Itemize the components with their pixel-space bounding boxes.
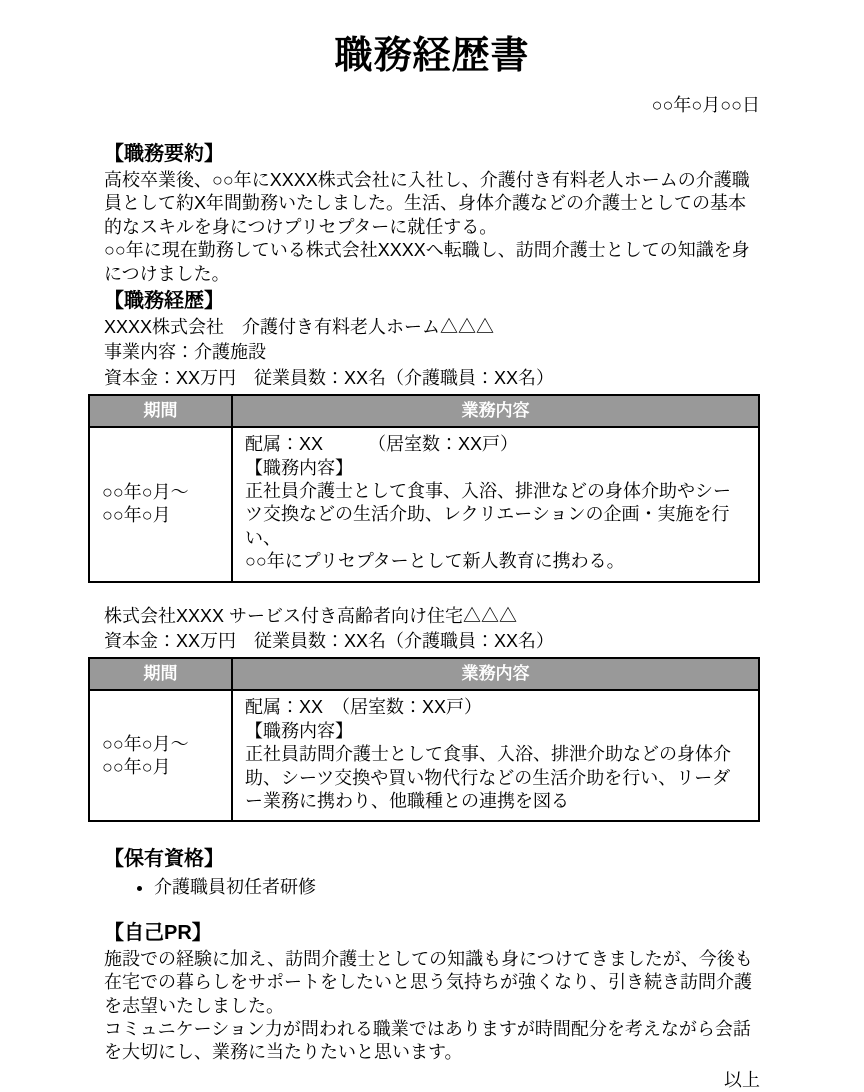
company-business: 事業内容：介護施設 <box>104 342 266 363</box>
duty-paragraph: 正社員介護士として食事、入浴、排泄などの身体介助やシーツ交換などの生活介助、レクリエーションの企画・実施を行い、 <box>245 480 731 548</box>
career-table-2 <box>88 657 760 822</box>
self-pr-heading: 【自己PR】 <box>104 921 212 944</box>
career-heading: 【職務経歴】 <box>104 289 224 312</box>
career-table-1 <box>88 394 760 582</box>
self-pr-paragraph: 施設での経験に加え、訪問介護士としての知識も身につけてきましたが、今後も在宅での暮らしをサポートをしたいと思う気持ちが強くなり、引き続き訪問介護を志望いたしました。 <box>104 948 753 1016</box>
duty-paragraph: 【職務内容】 <box>245 457 353 478</box>
qualification-list <box>104 876 760 899</box>
company-block-1 <box>104 316 760 583</box>
table-row <box>89 690 759 821</box>
duty-paragraph: 配属：XX （居室数：XX戸） <box>245 697 483 718</box>
table-header-duties: 業務内容 <box>232 658 759 690</box>
page-title: 職務経歴書 <box>334 35 530 77</box>
period-cell <box>89 690 232 821</box>
table-header-period: 期間 <box>89 395 232 427</box>
qualification-item: • 介護職員初任者研修 <box>154 876 760 899</box>
document-date: ○○年○月○○日 <box>651 94 760 115</box>
duty-paragraph: 【職務内容】 <box>245 720 353 741</box>
duty-paragraph: ○○年にプリセプターとして新人教育に携わる。 <box>245 551 625 572</box>
duties-cell <box>232 427 759 581</box>
duty-paragraph: 正社員訪問介護士として食事、入浴、排泄介助などの身体介助、シーツ交換や買い物代行などの生活介助を行い、リーダー業務に携わり、他職種との連携を図る <box>245 744 731 811</box>
company-name: 株式会社XXXX サービス付き高齢者向け住宅△△△ <box>104 605 518 626</box>
qualifications-heading: 【保有資格】 <box>104 848 224 871</box>
period-line: ○○年○月 <box>102 505 171 526</box>
period-cell <box>89 427 232 581</box>
period-line: ○○年○月 <box>102 756 171 777</box>
table-header-row <box>89 658 759 690</box>
duty-paragraph: 配属：XX （居室数：XX戸） <box>245 434 519 455</box>
table-row <box>89 427 759 581</box>
table-header-row <box>89 395 759 427</box>
table-header-period: 期間 <box>89 658 232 690</box>
company-block-2 <box>104 605 760 823</box>
summary-heading: 【職務要約】 <box>104 142 224 165</box>
self-pr-paragraph: コミュニケーション力が問われる職業ではありますが時間配分を考えながら会話を大切にし、業務に当たりたいと思います。 <box>104 1018 751 1063</box>
company-capital: 資本金：XX万円 従業員数：XX名（介護職員：XX名） <box>104 630 555 651</box>
summary-paragraph: ○○年に現在勤務している株式会社XXXXへ転職し、訪問介護士としての知識を身につけました。 <box>104 240 750 284</box>
duties-cell <box>232 690 759 821</box>
company-name: XXXX株式会社 介護付き有料老人ホーム△△△ <box>104 316 495 337</box>
period-line: ○○年○月～ <box>102 481 189 502</box>
closing-text: 以上 <box>724 1069 760 1090</box>
company-capital: 資本金：XX万円 従業員数：XX名（介護職員：XX名） <box>104 367 555 388</box>
summary-paragraph: 高校卒業後、○○年にXXXX株式会社に入社し、介護付き有料老人ホームの介護職員として約X年間勤務いたしました。生活、身体介護などの介護士としての基本的なスキルを身につけプリセプターに就任する。 <box>104 169 750 237</box>
table-header-duties: 業務内容 <box>232 395 759 427</box>
period-line: ○○年○月～ <box>102 733 189 754</box>
